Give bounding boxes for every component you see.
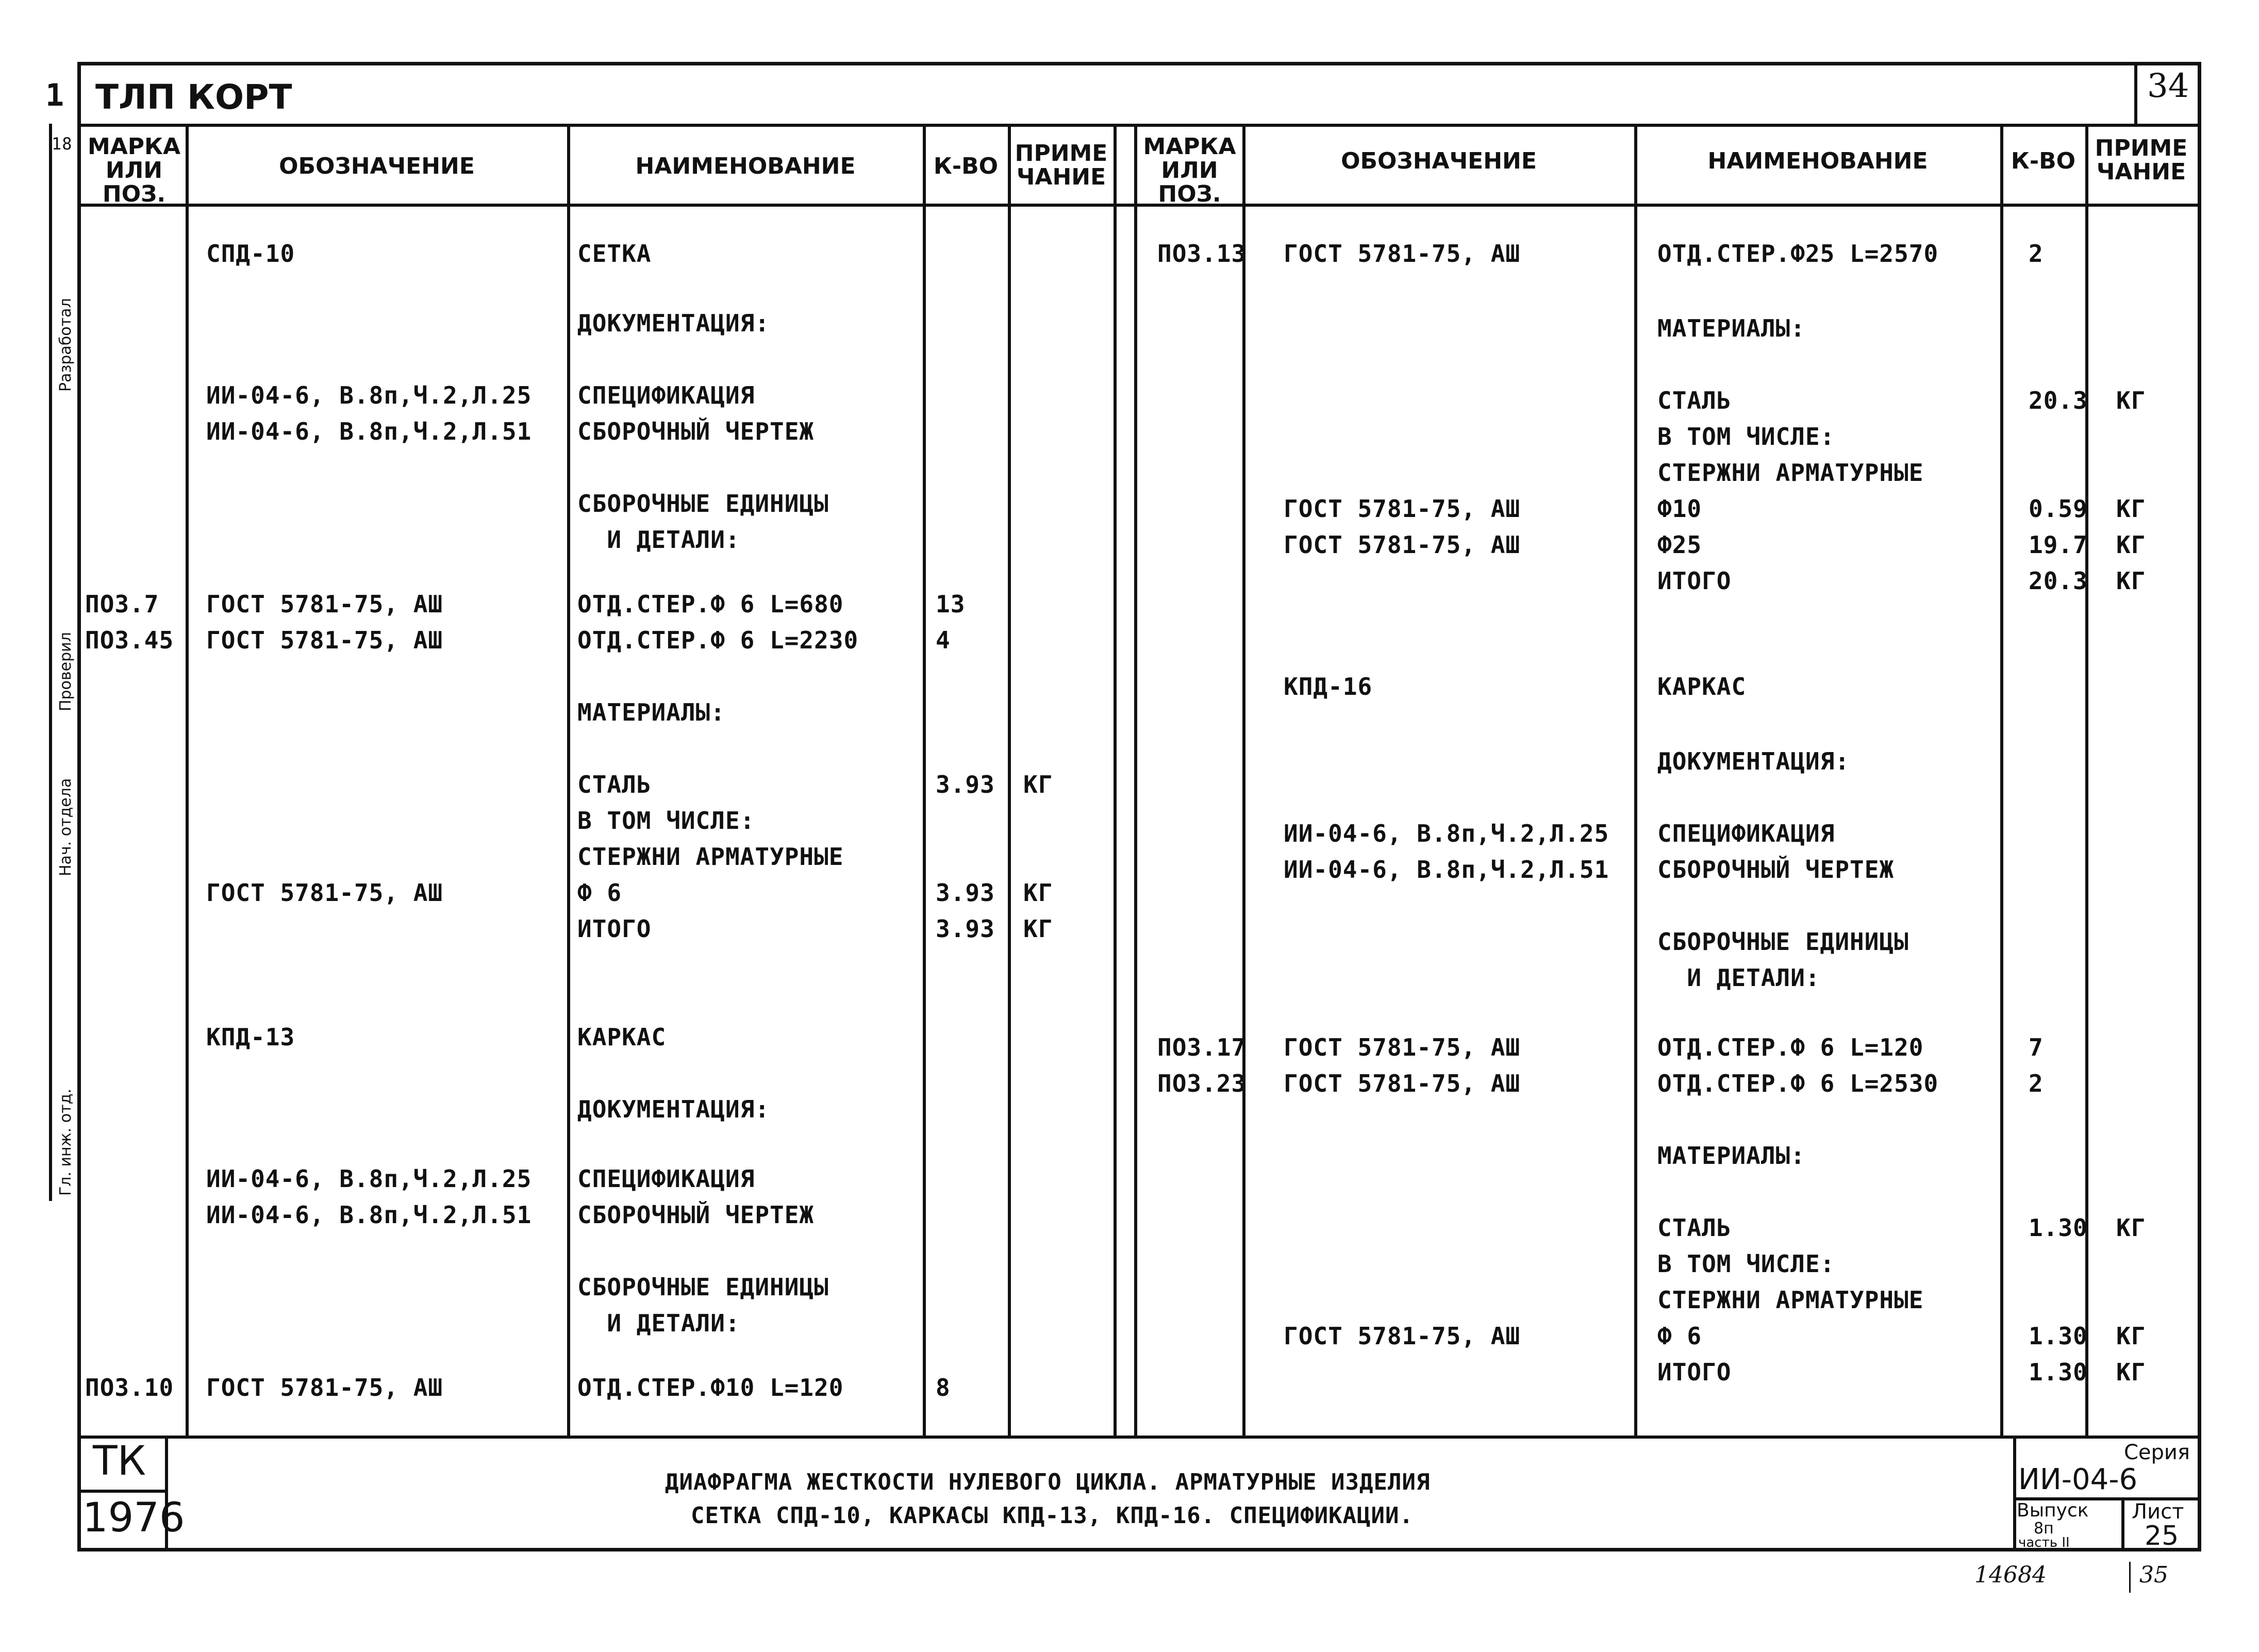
cell-des: ГОСТ 5781-75, АШ: [1284, 495, 1521, 523]
cell-mark: ПОЗ.10: [85, 1374, 174, 1401]
cell-des: ИИ-04-6, В.8п,Ч.2,Л.51: [206, 1201, 532, 1229]
cell-mark: ПОЗ.17: [1157, 1033, 1247, 1061]
cell-name: СТАЛЬ: [1657, 387, 1732, 414]
cell-name: СБОРОЧНЫЙ ЧЕРТЕЖ: [577, 418, 815, 445]
side-label-head: Нач. отдела: [57, 778, 75, 876]
col-header-designation-right: ОБОЗНАЧЕНИЕ: [1341, 148, 1537, 174]
cell-qty: 8: [936, 1374, 951, 1401]
cell-des: ГОСТ 5781-75, АШ: [1284, 240, 1521, 268]
cell-name: Ф 6: [1657, 1322, 1702, 1350]
cell-name: Ф 6: [577, 879, 622, 907]
cell-note: КГ: [1023, 771, 1053, 798]
cell-name: ДОКУМЕНТАЦИЯ:: [1657, 747, 1850, 775]
stamp-issue-label: Выпуск: [2017, 1500, 2089, 1521]
cell-name: СБОРОЧНЫЙ ЧЕРТЕЖ: [1657, 856, 1895, 883]
cell-name: ОТД.СТЕР.Ф 6 L=2530: [1657, 1070, 1939, 1097]
cell-des: ГОСТ 5781-75, АШ: [206, 590, 443, 618]
cell-qty: 2: [2029, 1070, 2044, 1097]
cell-des: ИИ-04-6, В.8п,Ч.2,Л.25: [1284, 820, 1609, 847]
cell-note: КГ: [2116, 1214, 2146, 1242]
cell-des: ИИ-04-6, В.8п,Ч.2,Л.51: [206, 418, 532, 445]
cell-des: ГОСТ 5781-75, АШ: [1284, 1070, 1521, 1097]
cell-des: ИИ-04-6, В.8п,Ч.2,Л.25: [206, 381, 532, 409]
col-header-mark-left: МАРКА ИЛИ ПОЗ.: [87, 134, 181, 207]
cell-name: В ТОМ ЧИСЛЕ:: [1657, 1250, 1835, 1278]
cell-note: КГ: [1023, 915, 1053, 943]
cell-note: КГ: [2116, 1358, 2146, 1386]
stamp-series: ИИ-04-6: [2018, 1463, 2138, 1496]
cell-name: МАТЕРИАЛЫ:: [1657, 314, 1805, 342]
stamp-year: 1976: [82, 1495, 185, 1541]
cell-qty: 1.30: [2029, 1358, 2088, 1386]
cell-mark: ПОЗ.23: [1157, 1070, 1247, 1097]
col-header-name-right: НАИМЕНОВАНИЕ: [1707, 148, 1928, 174]
cell-qty: 3.93: [936, 771, 995, 798]
cell-name: И ДЕТАЛИ:: [577, 1309, 740, 1337]
cell-name: СТАЛЬ: [577, 771, 652, 798]
cell-name: ОТД.СТЕР.Ф10 L=120: [577, 1374, 844, 1401]
cell-name: В ТОМ ЧИСЛЕ:: [1657, 423, 1835, 450]
col-header-qty-left: К-ВО: [933, 153, 999, 179]
cell-name: ДОКУМЕНТАЦИЯ:: [577, 309, 770, 337]
cell-name: МАТЕРИАЛЫ:: [1657, 1142, 1805, 1170]
cell-qty: 7: [2029, 1033, 2044, 1061]
sheet-number: 34: [2147, 67, 2189, 105]
cell-name: И ДЕТАЛИ:: [577, 526, 740, 554]
stamp-title-line-1: ДИАФРАГМА ЖЕСТКОСТИ НУЛЕВОГО ЦИКЛА. АРМАТУРНЫЕ ИЗДЕЛИЯ: [665, 1469, 1431, 1495]
cell-name: СБОРОЧНЫЕ ЕДИНИЦЫ: [577, 1273, 829, 1301]
cell-note: КГ: [1023, 879, 1053, 907]
cell-qty: 4: [936, 626, 951, 654]
cell-name: Ф10: [1657, 495, 1702, 523]
cell-des: ГОСТ 5781-75, АШ: [206, 879, 443, 907]
cell-mark: ПОЗ.45: [85, 626, 174, 654]
cell-name: СЕТКА: [577, 240, 652, 268]
cell-name: СПЕЦИФИКАЦИЯ: [577, 381, 755, 409]
cell-mark: ПОЗ.13: [1157, 240, 1247, 268]
cell-qty: 2: [2029, 240, 2044, 268]
cell-name: КАРКАС: [1657, 673, 1747, 700]
cell-name: СБОРОЧНЫЕ ЕДИНИЦЫ: [1657, 928, 1909, 956]
cell-name: ОТД.СТЕР.Ф 6 L=680: [577, 590, 844, 618]
cell-name: СБОРОЧНЫЕ ЕДИНИЦЫ: [577, 490, 829, 518]
side-label-checked: Проверил: [57, 632, 75, 711]
cell-name: И ДЕТАЛИ:: [1657, 964, 1820, 992]
cell-name: В ТОМ ЧИСЛЕ:: [577, 807, 755, 835]
small-mark: 18: [52, 134, 73, 154]
cell-name: СБОРОЧНЫЙ ЧЕРТЕЖ: [577, 1201, 815, 1229]
cell-name: СТЕРЖНИ АРМАТУРНЫЕ: [1657, 459, 1924, 487]
cell-des: ГОСТ 5781-75, АШ: [1284, 1033, 1521, 1061]
cell-qty: 20.3: [2029, 567, 2088, 595]
stamp-issue: 8п: [2034, 1520, 2054, 1538]
stamp-series-label: Серия: [2124, 1441, 2190, 1464]
cell-qty: 13: [936, 590, 966, 618]
stamp-title-line-2: СЕТКА СПД-10, КАРКАСЫ КПД-13, КПД-16. СПЕЦИФИКАЦИИ.: [691, 1503, 1414, 1529]
col-header-qty-right: К-ВО: [2011, 148, 2076, 174]
cell-name: СТЕРЖНИ АРМАТУРНЫЕ: [1657, 1286, 1924, 1314]
col-header-name-left: НАИМЕНОВАНИЕ: [635, 153, 856, 179]
cell-des: ГОСТ 5781-75, АШ: [206, 626, 443, 654]
stamp-org: ТК: [93, 1438, 146, 1484]
cell-name: ИТОГО: [1657, 1358, 1732, 1386]
cell-des: ГОСТ 5781-75, АШ: [1284, 1322, 1521, 1350]
cell-name: КАРКАС: [577, 1023, 667, 1051]
inventory-number: 14684: [1974, 1562, 2047, 1588]
cell-qty: 1.30: [2029, 1322, 2088, 1350]
cell-note: КГ: [2116, 531, 2146, 559]
stamp-sheet: 25: [2145, 1521, 2179, 1551]
cell-note: КГ: [2116, 1322, 2146, 1350]
stamp-sheet-label: Лист: [2132, 1500, 2184, 1524]
cell-name: СТЕРЖНИ АРМАТУРНЫЕ: [577, 843, 844, 871]
cell-des: ГОСТ 5781-75, АШ: [1284, 531, 1521, 559]
cell-qty: 3.93: [936, 879, 995, 907]
cell-name: ИТОГО: [577, 915, 652, 943]
col-header-designation-left: ОБОЗНАЧЕНИЕ: [279, 153, 475, 179]
cell-note: КГ: [2116, 567, 2146, 595]
cell-mark: ПОЗ.7: [85, 590, 159, 618]
cell-qty: 1.30: [2029, 1214, 2088, 1242]
cell-note: КГ: [2116, 387, 2146, 414]
cell-des: ИИ-04-6, В.8п,Ч.2,Л.25: [206, 1165, 532, 1193]
document-title: ТЛП КОРТ: [95, 77, 292, 117]
cell-des: ГОСТ 5781-75, АШ: [206, 1374, 443, 1401]
side-label-chief: Гл. инж. отд.: [57, 1089, 75, 1196]
cell-des: КПД-13: [206, 1023, 295, 1051]
cell-name: ОТД.СТЕР.Ф 6 L=2230: [577, 626, 859, 654]
drawing-frame: [77, 62, 2201, 1551]
cell-qty: 3.93: [936, 915, 995, 943]
cell-des: КПД-16: [1284, 673, 1373, 700]
col-header-note-right: ПРИМЕ ЧАНИЕ: [2095, 135, 2188, 185]
cell-name: СПЕЦИФИКАЦИЯ: [577, 1165, 755, 1193]
cell-name: СПЕЦИФИКАЦИЯ: [1657, 820, 1835, 847]
cell-des: ИИ-04-6, В.8п,Ч.2,Л.51: [1284, 856, 1609, 883]
cell-name: МАТЕРИАЛЫ:: [577, 698, 725, 726]
cell-qty: 20.3: [2029, 387, 2088, 414]
cell-qty: 0.59: [2029, 495, 2088, 523]
cell-des: СПД-10: [206, 240, 295, 268]
page-number: 35: [2139, 1562, 2168, 1588]
left-corner-mark: 1: [45, 77, 65, 113]
stamp-part: часть II: [2018, 1535, 2070, 1550]
cell-name: СТАЛЬ: [1657, 1214, 1732, 1242]
side-label-developed: Разработал: [57, 298, 75, 392]
col-header-note-left: ПРИМЕ ЧАНИЕ: [1015, 140, 1108, 190]
cell-name: Ф25: [1657, 531, 1702, 559]
cell-name: ОТД.СТЕР.Ф 6 L=120: [1657, 1033, 1924, 1061]
cell-name: ДОКУМЕНТАЦИЯ:: [577, 1095, 770, 1123]
cell-name: ОТД.СТЕР.Ф25 L=2570: [1657, 240, 1939, 268]
col-header-mark-right: МАРКА ИЛИ ПОЗ.: [1143, 134, 1236, 207]
cell-qty: 19.7: [2029, 531, 2088, 559]
cell-note: КГ: [2116, 495, 2146, 523]
cell-name: ИТОГО: [1657, 567, 1732, 595]
